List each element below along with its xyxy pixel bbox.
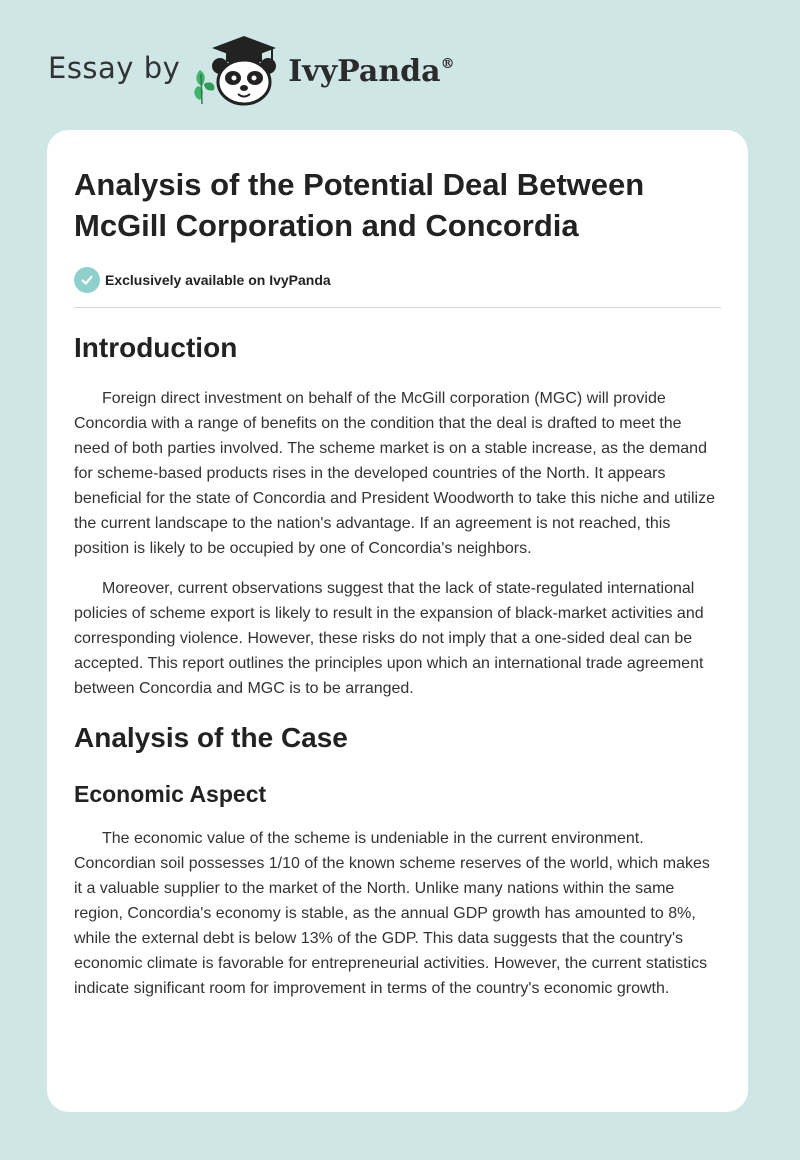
panda-logo-icon[interactable] (192, 30, 284, 110)
divider (74, 307, 721, 308)
exclusive-badge (74, 265, 721, 295)
article-title: Analysis of the Potential Deal Between McGill Corporation and Concordia (74, 167, 645, 243)
paragraph: The economic value of the scheme is undeniable in the current environment. Concordian soil possesses 1/10 of the known scheme reserves of the world, which makes it a valuable supplier to the market of the North. Unlike many nations within the same region, Concordia's economy is stable, as the annual GDP growth has amounted to 8%, while the external debt is below 13% of the GDP. This data suggests that the country's economic climate is favorable for entrepreneurial activities. However, the current statistics indicate significant room for improvement in terms of the country's economic growth. (74, 830, 710, 997)
section-heading-analysis: Analysis of the Case (74, 722, 348, 753)
paragraph: Foreign direct investment on behalf of the McGill corporation (MGC) will provide Concordia with a range of benefits on the condition that the deal is drafted to meet the need of both parties involved. The scheme market is on a stable increase, as the demand for scheme-based products rises in the developed countries of the North. It appears beneficial for the state of Concordia and President Woodworth to take this niche and utilize the current landscape to the nation's advantage. If an agreement is not reached, this position is likely to be occupied by one of Concordia's neighbors. (74, 390, 715, 557)
check-icon (74, 267, 100, 293)
paragraph: Moreover, current observations suggest that the lack of state-regulated international policies of scheme export is likely to result in the expansion of black-market activities and corresponding violence. However, these risks do not imply that a one-sided deal can be accepted. This report outlines the principles upon which an international trade agreement between Concordia and MGC is to be arranged. (74, 580, 704, 697)
section-heading-introduction: Introduction (74, 332, 238, 363)
article-card (47, 130, 748, 1112)
exclusive-label: Exclusively available on IvyPanda (105, 272, 331, 288)
site-header (48, 30, 455, 110)
leaf-icon (195, 70, 215, 104)
registered-mark: ® (440, 55, 455, 72)
subsection-heading-economic: Economic Aspect (74, 781, 267, 807)
essay-by-label: Essay by (48, 51, 181, 85)
brand-name[interactable]: IvyPanda® (288, 53, 455, 89)
